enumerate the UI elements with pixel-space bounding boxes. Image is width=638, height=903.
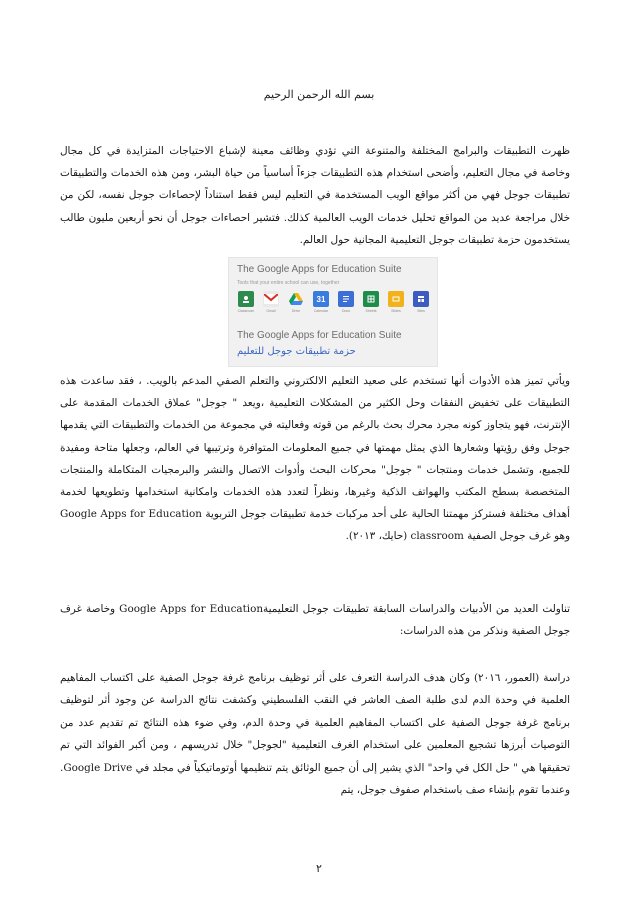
figure-arabic-caption: حزمة تطبيقات جوجل للتعليم: [237, 346, 356, 357]
google-apps-figure: [228, 257, 438, 367]
sites-icon: [413, 291, 429, 307]
docs-icon: [338, 291, 354, 307]
figure-title-repeat: The Google Apps for Education Suite: [237, 330, 402, 341]
page-number: ٢: [316, 862, 322, 875]
app-docs: Docs: [337, 291, 355, 313]
calendar-icon: 31: [313, 291, 329, 307]
figure-title: The Google Apps for Education Suite: [237, 264, 402, 275]
basmala-heading: بسم الله الرحمن الرحيم: [263, 88, 375, 101]
app-sheets: Sheets: [362, 291, 380, 313]
classroom-icon: [238, 291, 254, 307]
app-slides: Slides: [387, 291, 405, 313]
slides-icon: [388, 291, 404, 307]
sheets-icon: [363, 291, 379, 307]
app-calendar: 31 Calendar: [312, 291, 330, 313]
drive-icon: [288, 291, 304, 307]
app-gmail: Gmail: [262, 291, 280, 313]
gmail-icon: [263, 291, 279, 307]
paragraph-google-tools: ويأتي تميز هذه الأدوات أنها تستخدم على صعيد التعليم الالكتروني والتعلم الصفي المدعم بالويب. ، فقد ساعدت هذه التطبيقات على تخفيض النفقات وحل الكثير من المشكلات التعليمية ،ويعد " جوجل" عملاق الخدمات المقدمة على الإنترنت، فهو يتجاوز كونه مجرد محرك بحث بالرغم من قوته وفعاليته في مجموعة من الخدمات والتطبيقات التي يقدمها جوجل وفق رؤيتها وشعارها الذي يمثل مهمتها في جميع المعلومات المتوافرة وترتيبها في العالم، وجعلها متاحة ومفيدة للجميع، وتشمل خدمات ومنتجات " جوجل" محركات البحث وأدوات الاتصال والنشر والبرمجيات المتكاملة والمنتجات المتخصصة بسطح المكتب والهواتف الذكية وغيرها، ونظراً لتعدد هذه الخدمات وامكانية استخدامها وتطويعها لخدمة أهداف مختلفة فستركز مهمتنا الحالية على أحد مركبات خدمة تطبيقات جوجل التربوية Google Apps for Education وهو غرف جوجل الصفية classroom (حايك، ٢٠١٣).: [60, 375, 570, 543]
app-sites: Sites: [412, 291, 430, 313]
paragraph-intro: ظهرت التطبيقات والبرامج المختلفة والمتنوعة التي تؤدي وظائف معينة لإشباع الاحتياجات المتزايدة في كل مجال وخاصة في مجال التعليم، وأضحى استخدام هذه التطبيقات جزءاً أساسياً من حياة البشر، ومن هذه الخدمات والتطبيقات تطبيقات جوجل فهي من أكثر مواقع الويب المستخدمة في التعليم ليس فقط استناداً لإحصاءات جوجل نفسه، لكن من خلال مراجعة عديد من المواقع تحليل خدمات الويب العالمية كذلك. فتشير احصاءات جوجل أن نحو أربعين مليون طالب يستخدمون حزمة تطبيقات جوجل التعليمية المجانية حول العالم.: [60, 145, 570, 246]
paragraph-literature-intro: تناولت العديد من الأدبيات والدراسات السابقة تطبيقات جوجل التعليميةGoogle Apps for Education وخاصة غرف جوجل الصفية ونذكر من هذه الدراسات:: [60, 603, 571, 638]
app-classroom: Classroom: [237, 291, 255, 313]
figure-subtitle: Tools that your entire school can use, together: [237, 280, 340, 286]
app-drive: Drive: [287, 291, 305, 313]
app-icons-row: [237, 291, 430, 313]
paragraph-study-al-amour: دراسة (العمور، ٢٠١٦) وكان هدف الدراسة التعرف على أثر توظيف برنامج غرفة جوجل الصفية على اكتساب المفاهيم العلمية في وحدة الدم لدى طلبة الصف العاشر في النقب الفلسطيني وكشفت نتائج الدراسة عن وجود أثر لتوظيف برنامج غرفة جوجل الصفية على اكتساب المفاهيم العلمية في وحدة الدم، وفي ضوء هذه النتائج تم تقديم عدد من التوصيات أبرزها تشجيع المعلمين على استخدام الغرف التعليمية "لجوجل" خلال تدريسهم ، ومن أكبر الفوائد التي تم تحقيقها هي " حل الكل في واحد" الذي يشير إلى أن جميع الوثائق يتم تنظيمها أوتوماتيكياً في مجلد في Google Drive. وعندما تقوم بإنشاء صف باستخدام صفوف جوجل، يتم: [60, 672, 570, 797]
